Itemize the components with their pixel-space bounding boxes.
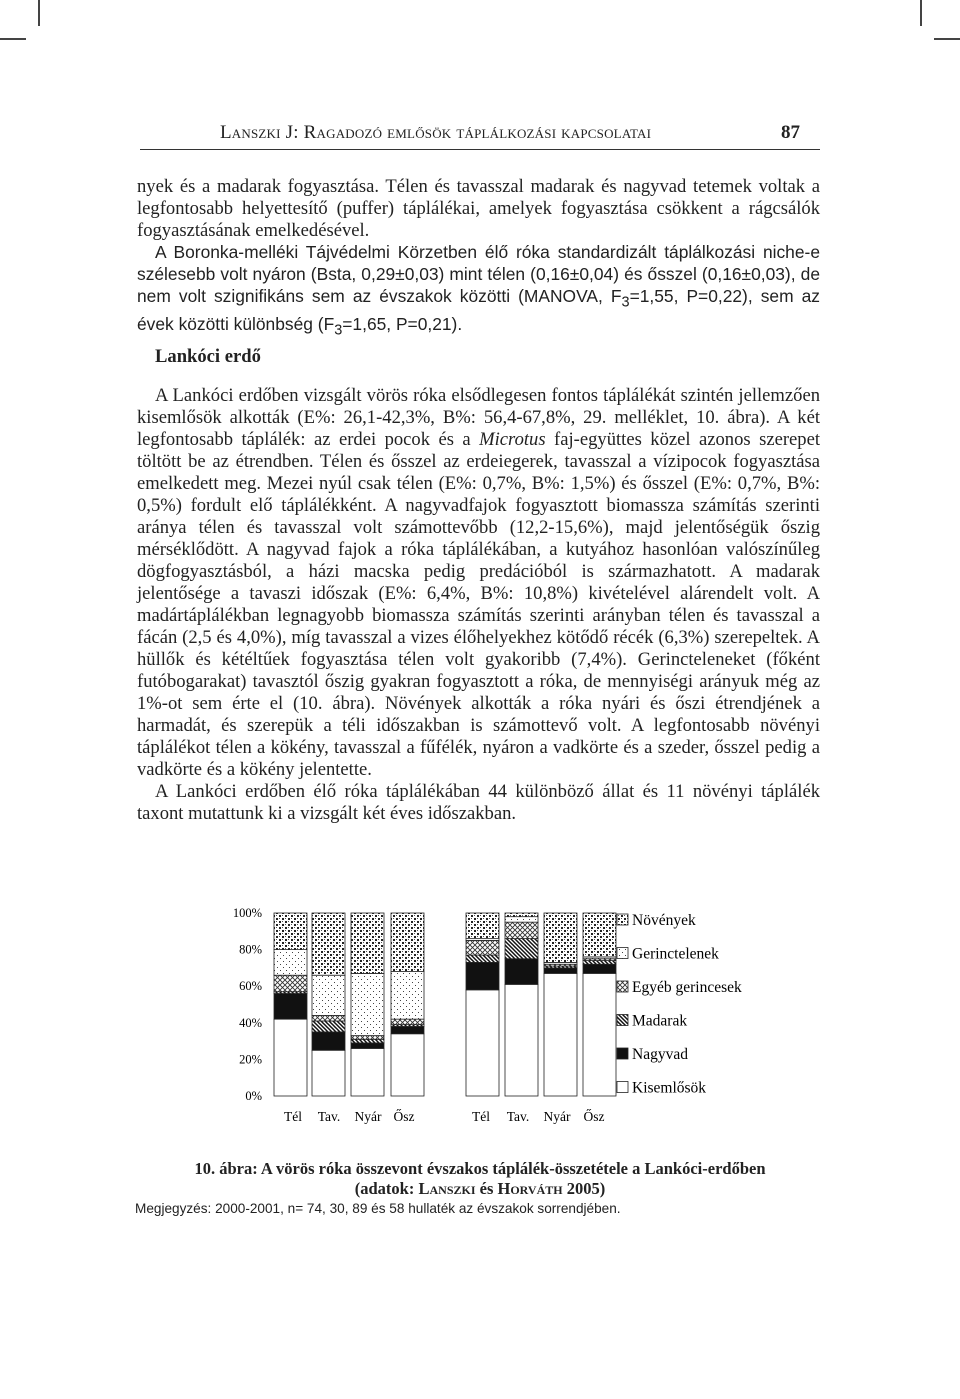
x-tick-label: Nyár (543, 1109, 571, 1124)
legend-label: Gerinctelenek (632, 945, 719, 963)
legend-swatch-egyeb-gerincesek (617, 981, 628, 992)
caption-text: és (475, 1179, 498, 1198)
bar-segment-egyeb-gerincesek (274, 975, 307, 991)
y-tick-label: 60% (239, 979, 262, 994)
bar-segment-novenyek (505, 913, 538, 917)
legend-label: Növények (632, 912, 696, 929)
bar-segment-madarak (583, 961, 616, 965)
bar-segment-madarak (351, 1039, 384, 1043)
x-tick-label: Tél (472, 1109, 490, 1124)
bar-segment-kisemlosok (544, 973, 577, 1096)
y-tick-label: 80% (239, 942, 262, 957)
bar-segment-novenyek (274, 913, 307, 950)
y-tick-label: 40% (239, 1015, 262, 1030)
header-book-title: Ragadozó emlősök táplálkozási kapcsolatai (303, 122, 652, 143)
x-tick-label: Ősz (393, 1109, 415, 1124)
running-header (140, 119, 820, 150)
legend-swatch-madarak (617, 1015, 628, 1026)
legend-label: Kisemlősök (632, 1079, 707, 1097)
bar-segment-kisemlosok (466, 990, 499, 1096)
bar-segment-nagyvad (274, 994, 307, 1020)
paragraph-text: A Lankóci erdőben vizsgált vörös róka elsődlegesen fontos táplálékát szintén jellemzően kisemlősök alkották (E%: 26,1-42,3%, B%: 56,4-67,8%, 29. melléklet, 10. ábra). A két legfontosabb táplálék: az erdei pocok és a (137, 385, 820, 450)
bar-segment-novenyek (351, 913, 384, 973)
crop-mark (934, 38, 960, 40)
y-axis-ticks (233, 906, 262, 1103)
x-tick-label: Nyár (354, 1109, 382, 1124)
y-tick-label: 20% (239, 1052, 262, 1067)
paragraph-text: A Boronka-melléki Tájvédelmi Körzetben élő róka standardizált táplálkozási niche-e szélesebb volt nyáron (Bsta, 0,29±0,03) mint télen (0,16±0,04) és ősszel (0,16±0,03), de nem volt szignifikáns sem az évszakok közötti (MANOVA, F (137, 242, 820, 306)
bar-segment-nagyvad (583, 964, 616, 973)
caption-line-1: 10. ábra: A vörös róka összevont évszakos táplálék-összetétele a Lankóci-erdőben (194, 1159, 766, 1178)
italic-taxon: Microtus (479, 429, 546, 450)
bar-segment-egyeb-gerincesek (391, 1019, 424, 1024)
bar-segment-nagyvad (505, 959, 538, 985)
paragraph-text: =1,65, P=0,21). (342, 314, 463, 335)
legend-label: Nagyvad (632, 1046, 688, 1063)
bar-segment-gerinctelenek (351, 973, 384, 1035)
paragraph-main (137, 385, 820, 781)
paragraph-text: faj-együttes közel azonos szerepet töltött be az étrendben. Télen és ősszel az erdeiegerek, tavasszal a vízipocok fogyasztása emelkedett meg. Mezei nyúl csak télen (E%: 0,7%, B%: 1,5%) és ősszel (E%: 0,7%, B%: 0,5%) fordult elő táplálékként. A nagyvadfajok fogyasztott biomassza számítás szerinti aránya télen és tavasszal volt számottevőbb (12,2-15,6%), majd jelentőségük őszig mérséklődött. A nagyvad fajok a róka táplálékában, a kutyához hasonlóan valószínűleg dögfogyasztásból, a házi macska pedig predációból is származhatott. A madarak jelentősége a tavaszi időszak (E%: 6,4%, B%: 10,8%) kivételével alárendelt volt. A madártáplálékban legnagyobb biomassza számítás szerinti arányban télen és tavasszal a fácán (2,5 és 4,0%), míg tavasszal a vizes élőhelyekhez kötődő récék (6,3%) szerepeltek. A hüllők és kétéltűek fogyasztása télen volt gyakoribb (7,4%). Gerincteleneket (főként futóbogarakat) tavasztól őszig gyakran fogyasztott a róka, de mennyiségi arányuk még az 1%-ot sem érte el (10. ábra). Növények alkották a róka nyári és őszi étrendjének a harmadát, és szerepük a téli időszakban is számottevő volt. A legfontosabb növényi táplálékot télen a kökény, tavasszal a fűfélék, nyáron a vadkörte és a szeder, ősszel pedig a vadkörte és a kökény jelentette. (137, 429, 820, 780)
figure-caption (100, 1159, 860, 1199)
bar-segment-novenyek (391, 913, 424, 972)
header-author: Lanszki J (220, 122, 294, 143)
x-axis-labels (284, 1109, 605, 1124)
paragraph-text: nyek és a madarak fogyasztása. Télen és tavasszal madarak és nagyvad tetemek voltak a legfontosabb helyettesítő (puffer) táplálékai, amelyek fogyasztása csökkent a rágcsálók fogyasztásának emelkedésével. (137, 176, 820, 241)
bar-segment-nagyvad (466, 962, 499, 989)
x-tick-label: Tav. (506, 1109, 530, 1124)
crop-mark (0, 38, 26, 40)
caption-line-2 (100, 1179, 860, 1199)
bar-segment-nagyvad (351, 1043, 384, 1048)
caption-text: 2005) (562, 1179, 606, 1198)
panel-biomass (466, 913, 616, 1096)
bar-segment-kisemlosok (351, 1048, 384, 1096)
crop-mark (920, 0, 922, 26)
bar-segment-madarak (466, 955, 499, 962)
diet-composition-chart (0, 840, 960, 1150)
bar-segment-nagyvad (312, 1032, 345, 1050)
legend (617, 912, 742, 1097)
header-title: Lanszki J: Ragadozó emlősök táplálkozási kapcsolatai (220, 122, 652, 143)
bar-segment-novenyek (544, 913, 577, 962)
bar-segment-kisemlosok (505, 984, 538, 1096)
paragraph-lankoci (137, 385, 820, 825)
bar-segment-gerinctelenek (312, 975, 345, 1015)
paragraph-continuation (137, 176, 820, 242)
caption-author: Lanszki (418, 1179, 476, 1198)
figure-note: Megjegyzés: 2000-2001, n= 74, 30, 89 és 58 hullaték az évszakok sorrendjében. (135, 1201, 621, 1216)
legend-swatch-novenyek (617, 914, 628, 925)
bar-segment-novenyek (466, 913, 499, 939)
bar-segment-kisemlosok (274, 1019, 307, 1096)
y-tick-label: 100% (232, 906, 262, 920)
legend-swatch-nagyvad (617, 1048, 628, 1059)
bar-segment-nagyvad (544, 968, 577, 973)
bar-segment-gerinctelenek (391, 972, 424, 1020)
subscript: 3 (334, 322, 343, 339)
caption-text: (adatok: (354, 1179, 419, 1198)
x-tick-label: Tél (284, 1109, 302, 1124)
x-tick-label: Tav. (317, 1109, 341, 1124)
legend-label: Egyéb gerincesek (632, 979, 742, 996)
paragraph-text: =1,55, P=0,22), sem az évek közötti különbség (F (137, 286, 820, 335)
bar-segment-madarak (312, 1021, 345, 1032)
panel-frequency (274, 913, 424, 1096)
legend-label: Madarak (632, 1012, 688, 1030)
bar-segment-egyeb-gerincesek (466, 940, 499, 955)
legend-swatch-gerinctelenek (617, 948, 628, 959)
bar-segment-novenyek (312, 913, 345, 975)
bar-segment-egyeb-gerincesek (351, 1036, 384, 1040)
bar-segment-gerinctelenek (505, 917, 538, 922)
bar-segment-gerinctelenek (274, 950, 307, 976)
bar-segment-madarak (505, 939, 538, 959)
bar-segment-kisemlosok (312, 1050, 345, 1096)
bar-segment-kisemlosok (391, 1034, 424, 1096)
bar-segment-kisemlosok (583, 973, 616, 1096)
bar-segment-egyeb-gerincesek (505, 922, 538, 938)
y-tick-label: 0% (245, 1089, 262, 1103)
page-number: 87 (781, 122, 800, 143)
section-heading: Lankóci erdő (155, 346, 261, 367)
caption-author: Horváth (497, 1179, 563, 1198)
bar-segment-egyeb-gerincesek (312, 1015, 345, 1020)
paragraph-taxa: A Lankóci erdőben élő róka táplálékában 44 különböző állat és 11 növényi táplálék taxont mutattunk ki a vizsgált két éves időszakban. (137, 781, 820, 824)
crop-mark (38, 0, 40, 26)
x-tick-label: Ősz (583, 1109, 605, 1124)
paragraph-niche (137, 241, 820, 342)
legend-swatch-kisemlosok (617, 1082, 628, 1093)
subscript: 3 (621, 294, 630, 311)
bar-segment-novenyek (583, 913, 616, 957)
bar-segment-nagyvad (391, 1026, 424, 1033)
